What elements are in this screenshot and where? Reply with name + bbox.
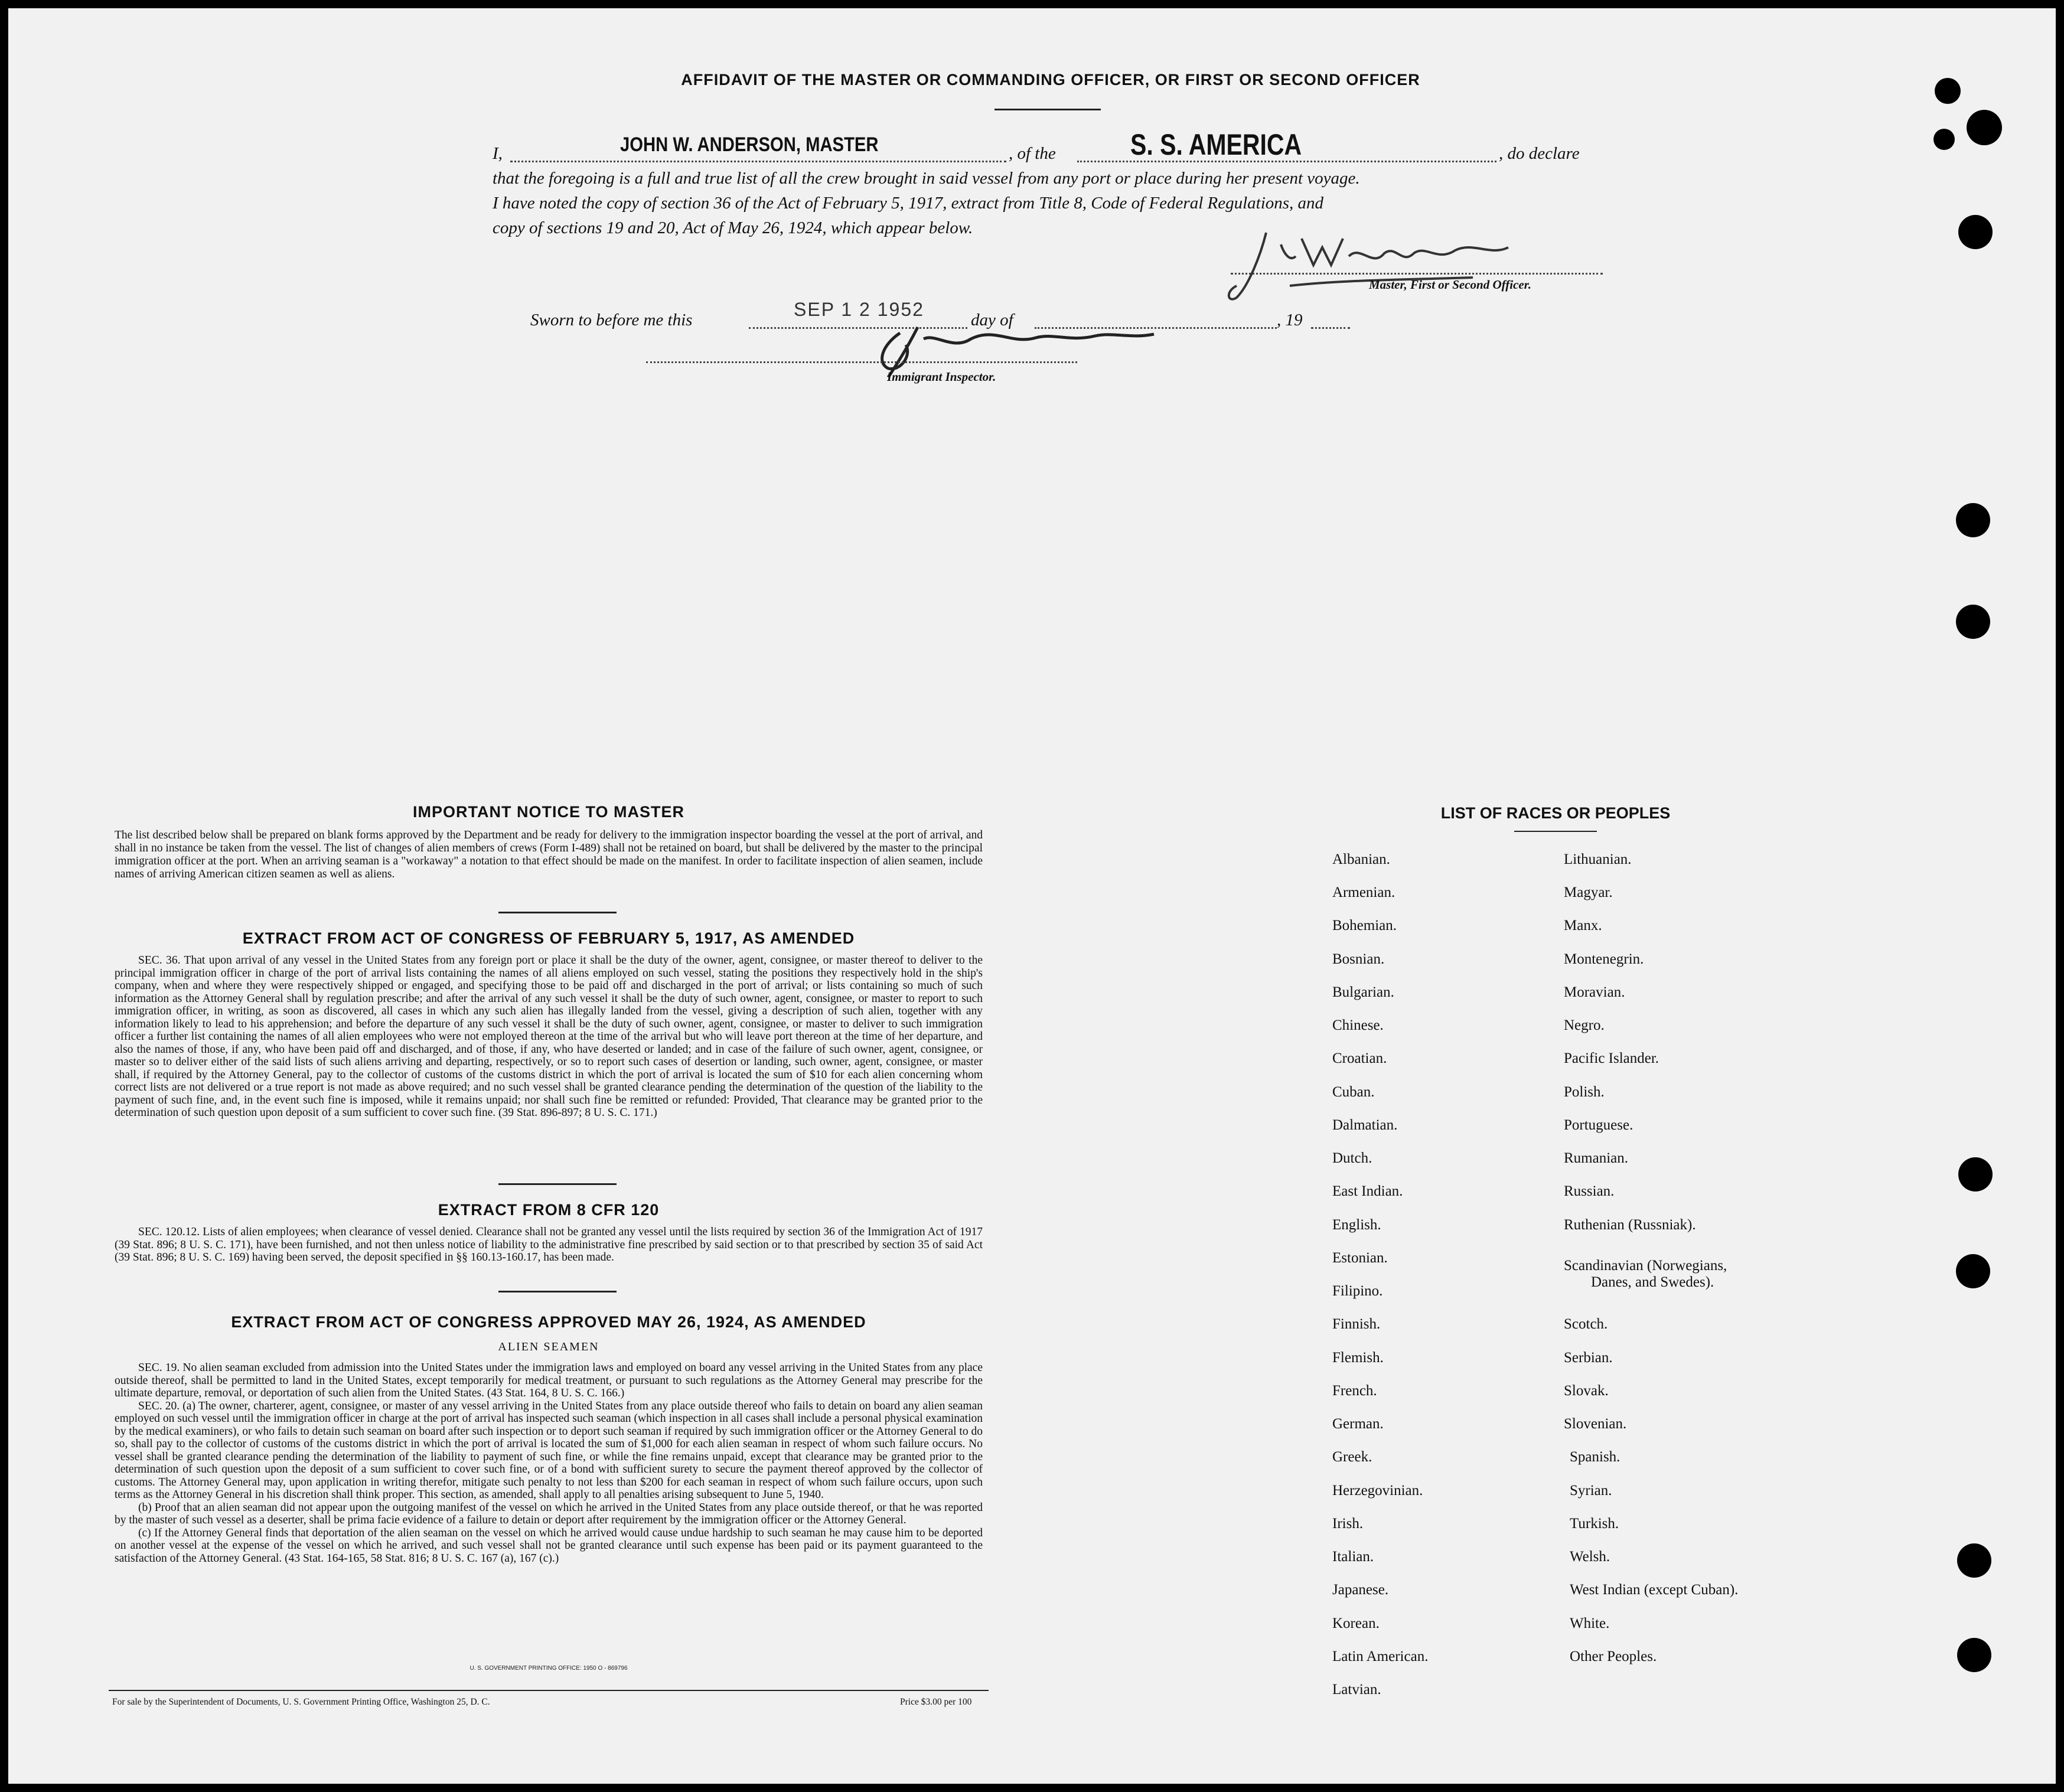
punch-hole <box>1957 1638 1991 1672</box>
race-item: West Indian (except Cuban). <box>1570 1582 1739 1598</box>
affidavit-title: AFFIDAVIT OF THE MASTER OR COMMANDING OFFICER, OR FIRST OR SECOND OFFICER <box>681 71 1420 89</box>
extract-cfr-title: EXTRACT FROM 8 CFR 120 <box>438 1201 660 1219</box>
affidavit-line4: copy of sections 19 and 20, Act of May 26, 1924, which appear below. <box>493 218 973 237</box>
footer-left: For sale by the Superintendent of Documents, U. S. Government Printing Office, Washington 25, D. C. <box>112 1697 490 1707</box>
title-rule <box>994 109 1101 110</box>
race-item: German. <box>1332 1416 1384 1432</box>
races-title: LIST OF RACES OR PEOPLES <box>1440 804 1671 822</box>
sec20b-text: (b) Proof that an alien seaman did not appear upon the outgoing manifest of the vessel on which he arrived in the United States from any place outside thereof, or that he was reported by the master of such vessel as a deserter, shall be prima facie evidence of a failure to detain or deport after requirement by the immigration officer or the Attorney General. <box>115 1501 983 1526</box>
race-item: Scotch. <box>1564 1316 1608 1332</box>
master-signature <box>1225 221 1532 309</box>
race-item: Syrian. <box>1570 1483 1612 1499</box>
race-item: Slovenian. <box>1564 1416 1627 1432</box>
manifest-page <box>8 8 2056 1784</box>
race-item: Croatian. <box>1332 1050 1387 1066</box>
race-item: Greek. <box>1332 1449 1372 1465</box>
race-item: Herzegovinian. <box>1332 1483 1423 1499</box>
race-item: English. <box>1332 1217 1381 1233</box>
master-signature-line <box>1231 273 1603 275</box>
master-name: JOHN W. ANDERSON, MASTER <box>620 133 879 156</box>
punch-hole <box>1958 1157 1993 1192</box>
printing-office: U. S. GOVERNMENT PRINTING OFFICE: 1950 O - 869796 <box>469 1665 628 1672</box>
race-item: Danes, and Swedes). <box>1591 1274 1714 1290</box>
footer-rule <box>109 1690 989 1691</box>
race-item: Ruthenian (Russniak). <box>1564 1217 1696 1233</box>
race-item: Cuban. <box>1332 1084 1375 1100</box>
master-label: Master, First or Second Officer. <box>1369 278 1531 292</box>
race-item: Moravian. <box>1564 984 1625 1000</box>
extract1917-title: EXTRACT FROM ACT OF CONGRESS OF FEBRUARY 5, 1917, AS AMENDED <box>242 929 855 947</box>
race-item: French. <box>1332 1383 1377 1399</box>
race-item: Armenian. <box>1332 884 1395 900</box>
punch-hole <box>1935 78 1961 104</box>
race-item: Negro. <box>1564 1017 1605 1033</box>
race-item: Scandinavian (Norwegians, <box>1564 1258 1727 1274</box>
race-item: Latin American. <box>1332 1649 1429 1664</box>
vessel-name: S. S. AMERICA <box>1130 128 1302 161</box>
punch-hole <box>1956 1254 1990 1288</box>
race-item: Latvian. <box>1332 1682 1381 1698</box>
race-item: Russian. <box>1564 1183 1615 1199</box>
punch-hole <box>1956 605 1990 639</box>
race-item: Welsh. <box>1570 1549 1610 1565</box>
punch-hole <box>1958 215 1993 249</box>
inspector-label: Immigrant Inspector. <box>887 370 996 384</box>
race-item: Bohemian. <box>1332 918 1397 933</box>
races-rule <box>1514 831 1597 832</box>
race-item: East Indian. <box>1332 1183 1403 1199</box>
year-label: , 19 <box>1277 311 1303 329</box>
race-item: Estonian. <box>1332 1250 1388 1266</box>
affidavit-line1 <box>493 130 1615 165</box>
day-of-label: day of <box>971 311 1013 329</box>
footer-right: Price $3.00 per 100 <box>900 1697 972 1707</box>
race-item: Polish. <box>1564 1084 1605 1100</box>
of-the-label: , of the <box>1009 144 1056 163</box>
do-declare-label: , do declare <box>1499 144 1580 163</box>
notice-title: IMPORTANT NOTICE TO MASTER <box>413 803 684 821</box>
race-item: Albanian. <box>1332 851 1390 867</box>
section-rule <box>498 912 617 913</box>
name-line <box>510 161 1006 162</box>
race-item: Serbian. <box>1564 1350 1613 1366</box>
punch-hole <box>1933 129 1955 150</box>
extract1917-text: SEC. 36. That upon arrival of any vessel in the United States from any foreign port or place it shall be the duty of the owner, agent, consignee, or master thereof to deliver to the principal immigration officer in charge of the port of arrival lists containing the names of all aliens employed on such vessel, stating the positions they respectively hold in the ship's company, when and where they were respectively shipped or engaged, and specifying those to be paid off and discharged in the port of arrival; or lists containing so much of such information as the Attorney General shall by regulation prescribe; and after the arrival of any such vessel it shall be the duty of such owner, agent, consignee, or master to report to such immigration officer, in writing, as soon as discovered, all cases in which any such alien has illegally landed from the vessel, giving a description of such alien, together with any information likely to lead to his apprehension; and before the departure of any such vessel it shall be the duty of such owner, agent, consignee, or master to deliver to such immigration officer a further list containing the names of all alien employees who were not employed thereon at the time of the arrival but who will leave port thereon at the time of her departure, and also the names of those, if any, who have been paid off and discharged, and of those, if any, who have deserted or landed; and in case of the failure of such owner, agent, consignee, or master so to deliver either of the said lists of such aliens arriving and departing, respectively, or so to report such cases of desertion or landing, such owner, agent, consignee, or master shall, if required by the Attorney General, pay to the collector of customs of the customs district in which the port of arrival is located the sum of $10 for each alien concerning whom correct lists are not delivered or a true report is not made as above required; and no such vessel shall be granted clearance pending the determination of the question of the liability to the payment of such fine, and, in the event such fine is imposed, while it remains unpaid; nor shall such fine be remitted or refunded: Provided, That clearance may be granted prior to the determination of such question upon deposit of a sum sufficient to cover such fine. (39 Stat. 896-897; 8 U. S. C. 171.) <box>115 954 983 1119</box>
year-line <box>1311 327 1350 329</box>
race-item: White. <box>1570 1615 1610 1631</box>
race-item: Dalmatian. <box>1332 1117 1398 1133</box>
race-item: Bosnian. <box>1332 951 1385 967</box>
race-item: Filipino. <box>1332 1283 1383 1299</box>
race-item: Magyar. <box>1564 884 1613 900</box>
race-item: Bulgarian. <box>1332 984 1394 1000</box>
section-rule <box>498 1291 617 1292</box>
affidavit-prefix: I, <box>493 144 503 163</box>
sworn-prefix: Sworn to before me this <box>530 311 693 329</box>
sworn-date-stamp: SEP 1 2 1952 <box>794 299 924 320</box>
extract-cfr-text: SEC. 120.12. Lists of alien employees; when clearance of vessel denied. Clearance shall not be granted any vessel until the lists required by section 36 of the Immigration Act of 1917 (39 Stat. 896; 8 U. S. C. 171), have been furnished, and not then unless notice of liability to the administrative fine prescribed by said section or to that prescribed by section 35 of said Act (39 Stat. 896; 8 U. S. C. 169) having been served, the deposit specified in §§ 160.13-160.17, has been made. <box>115 1226 983 1264</box>
section-rule <box>498 1183 617 1185</box>
race-item: Turkish. <box>1570 1516 1619 1532</box>
race-item: Other Peoples. <box>1570 1649 1657 1664</box>
sec19-text: SEC. 19. No alien seaman excluded from admission into the United States under the immigration laws and employed on board any vessel arriving in the United States from any place outside thereof, shall be permitted to land in the United States, except temporarily for medical treatment, or pursuant to such regulations as the Attorney General may prescribe for the ultimate departure, removal, or deportation of such alien from the United States. (43 Stat. 164, 8 U. S. C. 166.) <box>115 1362 983 1399</box>
race-item: Pacific Islander. <box>1564 1050 1659 1066</box>
inspector-signature-line <box>646 361 1077 363</box>
race-item: Montenegrin. <box>1564 951 1644 967</box>
affidavit-line3: I have noted the copy of section 36 of the Act of February 5, 1917, extract from Title 8, Code of Federal Regulations, and <box>493 194 1324 213</box>
race-item: Portuguese. <box>1564 1117 1633 1133</box>
race-item: Italian. <box>1332 1549 1374 1565</box>
extract1924-body <box>115 1362 983 1565</box>
race-item: Lithuanian. <box>1564 851 1632 867</box>
sec20a-text: SEC. 20. (a) The owner, charterer, agent, consignee, or master of any vessel arriving in the United States from any place outside thereof who fails to detain on board any alien seaman employed on such vessel until the immigration officer in charge at the port of arrival has inspected such seaman (which inspection in all cases shall include a personal physical examination by the medical examiners), or who fails to detain such seaman on board after such inspection or to deport such seaman if required by such immigration officer or the Attorney General to do so, shall pay to the collector of customs of the customs district in which the port of arrival is located the sum of $1,000 for each alien seaman in respect of whom such failure occurs. No vessel shall be granted clearance pending the determination of the liability to payment of such fine, or while the fine remains unpaid, except that clearance may be granted prior to the determination of such question upon the deposit of a sum sufficient to cover such fine, or of a bond with sufficient surety to secure the payment thereof approved by the collector of customs. The Attorney General may, upon application in writing therefor, mitigate such penalty to not less than $200 for each seaman in respect of whom such failure occurs, upon such terms as the Attorney General in his discretion shall think proper. This section, as amended, shall apply to all penalties arising subsequent to June 5, 1940. <box>115 1399 983 1501</box>
punch-hole <box>1957 1543 1991 1578</box>
race-item: Manx. <box>1564 918 1602 933</box>
race-item: Irish. <box>1332 1516 1364 1532</box>
extract1924-subtitle: ALIEN SEAMEN <box>498 1340 599 1353</box>
notice-text: The list described below shall be prepared on blank forms approved by the Department and be ready for delivery to the immigration inspector boarding the vessel at the port of arrival, and shall in no instance be taken from the vessel. The list of changes of alien members of crews (Form I-489) shall not be retained on board, but shall be delivered by the master to the principal immigration officer at the port. When an arriving seaman is a "workaway" a notation to that effect should be made on the manifest. In order to facilitate inspection of alien seamen, include names of arriving American citizen seamen as well as aliens. <box>115 829 983 880</box>
punch-hole <box>1956 503 1990 537</box>
race-item: Dutch. <box>1332 1150 1372 1166</box>
affidavit-line2: that the foregoing is a full and true list of all the crew brought in said vessel from any port or place during her present voyage. <box>493 169 1360 188</box>
race-item: Finnish. <box>1332 1316 1381 1332</box>
punch-hole <box>1967 110 2002 145</box>
extract1924-title: EXTRACT FROM ACT OF CONGRESS APPROVED MAY 26, 1924, AS AMENDED <box>231 1313 866 1331</box>
sec20c-text: (c) If the Attorney General finds that deportation of the alien seaman on the vessel on which he arrived would cause undue hardship to such seaman he may cause him to be deported on another vessel at the expense of the vessel on which he arrived, and such vessel shall not be granted clearance until such expense has been paid or its payment guaranteed to the satisfaction of the Attorney General. (43 Stat. 164-165, 58 Stat. 816; 8 U. S. C. 167 (a), 167 (c).) <box>115 1526 983 1565</box>
race-item: Korean. <box>1332 1615 1380 1631</box>
race-item: Flemish. <box>1332 1350 1384 1366</box>
race-item: Rumanian. <box>1564 1150 1629 1166</box>
race-item: Japanese. <box>1332 1582 1389 1598</box>
race-item: Slovak. <box>1564 1383 1609 1399</box>
race-item: Spanish. <box>1570 1449 1620 1465</box>
race-item: Chinese. <box>1332 1017 1384 1033</box>
